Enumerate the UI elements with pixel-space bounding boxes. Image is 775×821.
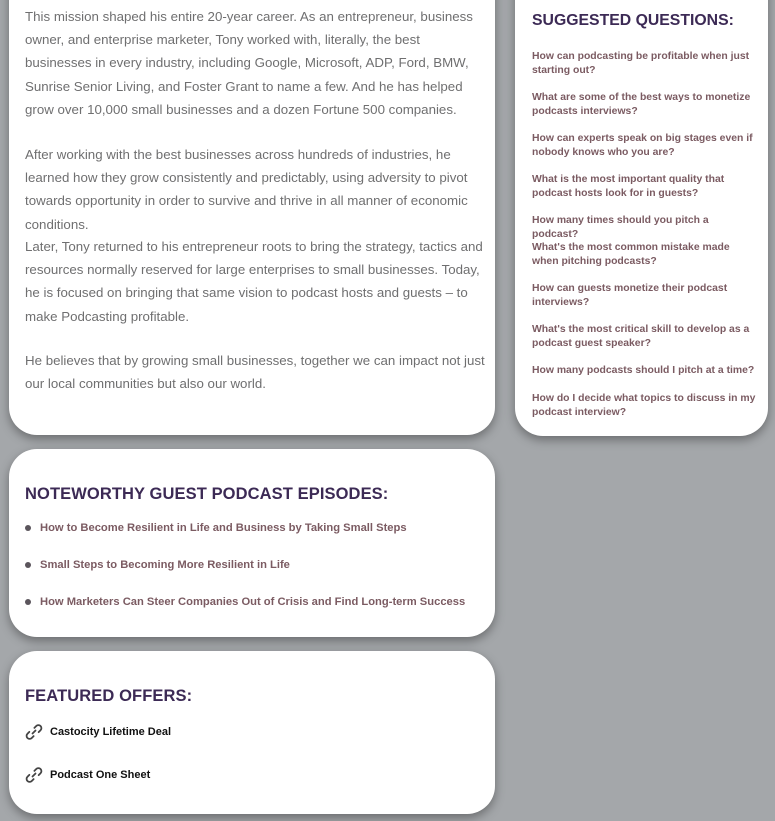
question-link[interactable]: What are some of the best ways to monetize podcasts interviews?	[532, 92, 751, 117]
questions-title: SUGGESTED QUESTIONS:	[532, 12, 734, 29]
episodes-card	[9, 449, 495, 637]
question-link[interactable]: How can experts speak on big stages even if nobody knows who you are?	[532, 133, 753, 158]
offers-title: FEATURED OFFERS:	[25, 687, 193, 705]
episode-link[interactable]	[25, 522, 407, 534]
episodes-title: NOTEWORTHY GUEST PODCAST EPISODES:	[25, 485, 389, 503]
offer-link[interactable]	[25, 766, 150, 784]
offers-card	[9, 651, 495, 814]
episode-label: How Marketers Can Steer Companies Out of Crisis and Find Long-term Success	[40, 596, 466, 608]
episode-label: Small Steps to Becoming More Resilient in Life	[40, 559, 290, 571]
bio-paragraph: This mission shaped his entire 20-year career. As an entrepreneur, business owner, and enterprise marketer, Tony worked with, literally, the best businesses in every industry, including Google, Microsoft, ADP, Ford, BMW, Sunrise Senior Living, and Foster Grant to name a few. And he has helped grow over 10,000 small businesses and a dozen Fortune 500 companies.	[25, 9, 473, 117]
episode-label: How to Become Resilient in Life and Business by Taking Small Steps	[40, 522, 407, 534]
questions-card	[515, 0, 768, 436]
episode-link[interactable]	[25, 596, 465, 608]
offer-label: Castocity Lifetime Deal	[50, 726, 172, 738]
bullet-icon	[25, 599, 31, 605]
question-link[interactable]: What's the most common mistake made when pitching podcasts?	[532, 242, 730, 267]
link-icon	[25, 723, 43, 741]
offer-link[interactable]	[25, 723, 171, 741]
question-link[interactable]: How many times should you pitch a podcast?	[532, 215, 709, 240]
question-link[interactable]: How can podcasting be profitable when just starting out?	[532, 51, 750, 76]
bio-paragraph: After working with the best businesses across hundreds of industries, he learned how they grow consistently and predictably, using adversity to pivot towards opportunity in order to survive and thrive in all manner of economic conditions.	[25, 147, 468, 232]
question-link[interactable]: How many podcasts should I pitch at a time?	[532, 365, 755, 376]
question-link[interactable]: What is the most important quality that podcast hosts look for in guests?	[532, 174, 725, 199]
offer-label: Podcast One Sheet	[50, 769, 151, 781]
bio-paragraph: Later, Tony returned to his entrepreneur roots to bring the strategy, tactics and resources normally reserved for large enterprises to small businesses. Today, he is focused on bringing that same vision to podcast hosts and guests – to make Podcasting profitable.	[25, 239, 483, 324]
question-link[interactable]: How do I decide what topics to discuss in my podcast interview?	[532, 393, 756, 418]
bio-card	[9, 0, 495, 435]
bullet-icon	[25, 562, 31, 568]
question-link[interactable]: How can guests monetize their podcast interviews?	[532, 283, 728, 308]
episode-link[interactable]	[25, 559, 290, 571]
link-icon	[25, 766, 43, 784]
question-link[interactable]: What's the most critical skill to develop as a podcast guest speaker?	[532, 324, 750, 349]
bullet-icon	[25, 525, 31, 531]
bio-paragraph: He believes that by growing small businesses, together we can impact not just our local communities but also our world.	[25, 353, 485, 392]
